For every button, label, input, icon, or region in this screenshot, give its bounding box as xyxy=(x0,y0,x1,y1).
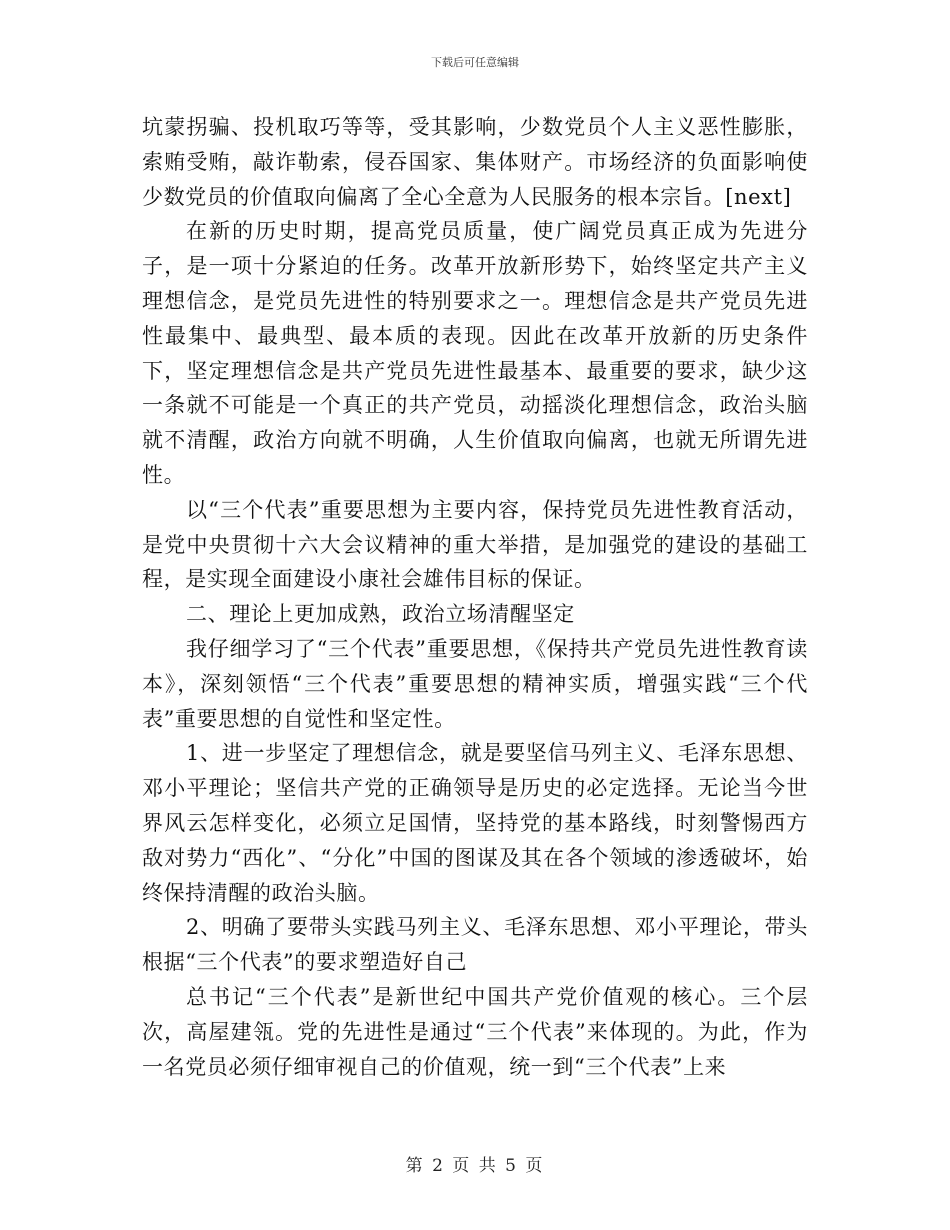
section-heading: 二、理论上更加成熟，政治立场清醒坚定 xyxy=(186,602,575,627)
paragraph-6: 2、明确了要带头实践马列主义、毛泽东思想、邓小平理论，带头根据“三个代表”的要求塑造好自己 xyxy=(142,915,808,975)
paragraph-3: 以“三个代表”重要思想为主要内容，保持党员先进性教育活动，是党中央贯彻十六大会议精神的重大举措，是加强党的建设的基础工程，是实现全面建设小康社会雄伟目标的保证。 xyxy=(142,497,808,592)
page-header: 下载后可任意编辑 xyxy=(431,56,519,69)
paragraph-4: 我仔细学习了“三个代表”重要思想，《保持共产党员先进性教育读本》，深刻领悟“三个代表”重要思想的精神实质，增强实践“三个代表”重要思想的自觉性和坚定性。 xyxy=(142,636,808,731)
document-body xyxy=(142,110,808,1084)
paragraph-1: 坑蒙拐骗、投机取巧等等，受其影响，少数党员个人主义恶性膨胀，索贿受贿，敲诈勒索，侵吞国家、集体财产。市场经济的负面影响使少数党员的价值取向偏离了全心全意为人民服务的根本宗旨。[next] xyxy=(142,115,808,209)
page-footer: 第 2 页 共 5 页 xyxy=(405,1156,545,1176)
paragraph-2: 在新的历史时期，提高党员质量，使广阔党员真正成为先进分子，是一项十分紧迫的任务。改革开放新形势下，始终坚定共产主义理想信念，是党员先进性的特别要求之一。理想信念是共产党员先进性最集中、最典型、最本质的表现。因此在改革开放新的历史条件下，坚定理想信念是共产党员先进性最基本、最重要的要求，缺少这一条就不可能是一个真正的共产党员，动摇淡化理想信念，政治头脑就不清醒，政治方向就不明确，人生价值取向偏离，也就无所谓先进性。 xyxy=(142,219,808,487)
paragraph-5: 1、进一步坚定了理想信念，就是要坚信马列主义、毛泽东思想、邓小平理论；坚信共产党的正确领导是历史的必定选择。无论当今世界风云怎样变化，必须立足国情，坚持党的基本路线，时刻警惕西方敌对势力“西化”、“分化”中国的图谋及其在各个领域的渗透破坏，始终保持清醒的政治头脑。 xyxy=(142,741,808,905)
paragraph-7: 总书记“三个代表”是新世纪中国共产党价值观的核心。三个层次，高屋建瓴。党的先进性是通过“三个代表”来体现的。为此，作为一名党员必须仔细审视自己的价值观，统一到“三个代表”上来 xyxy=(142,984,808,1079)
